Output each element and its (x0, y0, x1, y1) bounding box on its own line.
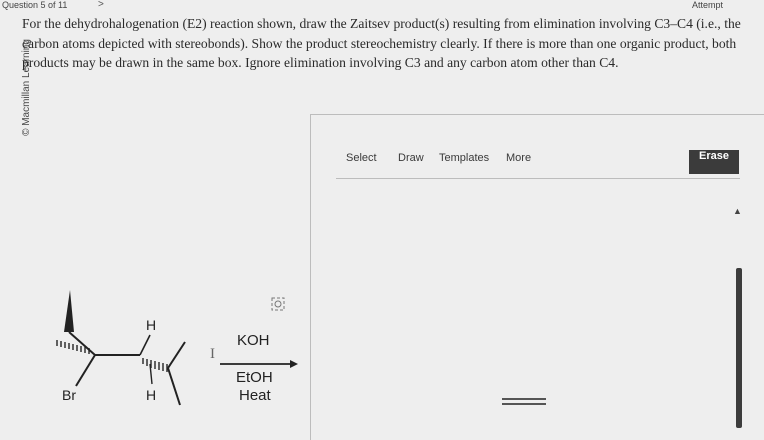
atom-br: Br (62, 387, 76, 403)
atom-h-top: H (146, 317, 157, 333)
reagent-etoh: EtOH (236, 369, 273, 386)
attempt-label: Attempt (692, 0, 724, 10)
panel-left-border (310, 114, 311, 440)
atom-h-bottom: H (146, 387, 157, 403)
select-tool-button[interactable]: Select (346, 152, 377, 164)
panel-top-divider (310, 114, 764, 115)
question-text: For the dehydrohalogenation (E2) reaction shown, draw the Zaitsev product(s) resulting from elimination involving C3–C4 (i.e., the carbon atoms depicted with stereobonds). Show the product stereochemistry clearly. If there is more than one organic product, both products may be drawn in the same box. Ignore elimination involving C3 and any carbon atom other than C4. (22, 16, 741, 70)
bond-c2-c3 (69, 332, 95, 355)
bond-c4-c5 (168, 342, 185, 368)
atom-i: I (210, 346, 215, 362)
hash-bond-right (143, 358, 167, 372)
reaction-scheme (40, 280, 300, 410)
top-bar (0, 0, 764, 12)
question-counter: Question 5 of 11 (2, 0, 68, 10)
wedge-bond-top (64, 290, 74, 332)
canvas-scrollbar[interactable] (736, 268, 742, 428)
bond-c5-c6 (168, 368, 180, 405)
hash-bond-left (57, 340, 89, 354)
bond-c4-h-top (140, 335, 150, 355)
draw-tool-button[interactable]: Draw (398, 152, 424, 164)
brand-watermark: © Macmillan Learning (20, 39, 32, 136)
erase-button[interactable]: Erase (689, 150, 739, 174)
next-question-chevron-icon[interactable]: > (98, 0, 104, 10)
condition-heat: Heat (239, 387, 271, 404)
bond-c3-br (76, 355, 95, 386)
more-button[interactable]: More (506, 152, 532, 164)
reaction-arrow-head-icon (290, 360, 298, 368)
panel-resize-handle-icon[interactable] (502, 398, 546, 406)
templates-button[interactable]: Templates (439, 152, 490, 164)
toolbar-bottom-divider (336, 178, 740, 179)
reagent-koh: KOH (237, 332, 270, 349)
scroll-up-arrow-icon[interactable]: ▲ (733, 206, 742, 216)
